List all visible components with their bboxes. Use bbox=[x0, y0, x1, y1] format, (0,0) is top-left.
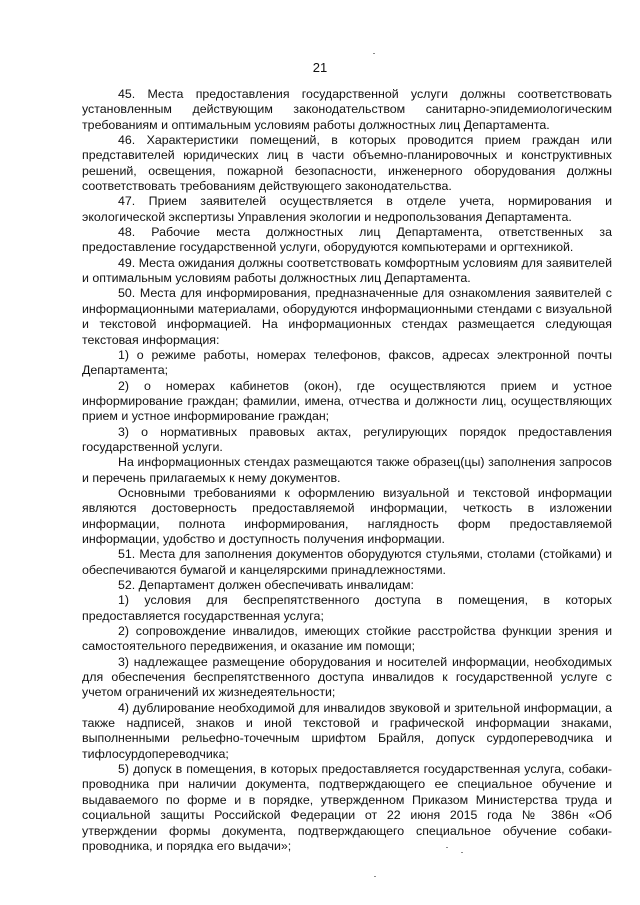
scan-speck bbox=[374, 876, 376, 877]
paragraph-50: 50. Места для информирования, предназначенные для ознакомления заявителей с информационными материалами, оборудуются информационными стендами с визуальной и текстовой информацией. На информационных стендах размещается следующая текстовая информация: bbox=[82, 286, 612, 347]
paragraph-52-item-3: 3) надлежащее размещение оборудования и носителей информации, необходимых для обеспечения беспрепятственного доступа инвалидов к государственной услуге с учетом ограничений их жизнедеятельности; bbox=[82, 654, 612, 700]
paragraph-50-item-3: 3) о нормативных правовых актах, регулирующих порядок предоставления государственной услуги. bbox=[82, 424, 612, 454]
scan-speck bbox=[373, 53, 375, 54]
paragraph-51: 51. Места для заполнения документов оборудуются стульями, столами (стойками) и обеспечиваются бумагой и канцелярскими принадлежностями. bbox=[82, 547, 612, 577]
paragraph-52-item-2: 2) сопровождение инвалидов, имеющих стойкие расстройства функции зрения и самостоятельного передвижения, и оказание им помощи; bbox=[82, 624, 612, 654]
paragraph-50-item-2: 2) о номерах кабинетов (окон), где осуществляются прием и устное информирование граждан; фамилии, имена, отчества и должности лиц, осуществляющих прием и устное информирование граждан; bbox=[82, 378, 612, 424]
paragraph-52: 52. Департамент должен обеспечивать инвалидам: bbox=[118, 578, 414, 592]
paragraph-46: 46. Характеристики помещений, в которых проводится прием граждан или представителей юридических лиц в части объемно-планировочных и конструктивных решений, освещения, пожарной безопасности, инженерного оборудования должны соответствовать требованиям действующего законодательства. bbox=[82, 133, 612, 194]
paragraph-stands-samples: На информационных стендах размещаются также образец(цы) заполнения запросов и перечень прилагаемых к нему документов. bbox=[82, 455, 612, 485]
paragraph-50-item-1: 1) о режиме работы, номерах телефонов, факсов, адресах электронной почты Департамента; bbox=[82, 347, 612, 378]
scan-speck bbox=[446, 847, 448, 848]
paragraph-52-item-5: 5) допуск в помещения, в которых предоставляется государственная услуга, собаки-проводника при наличии документа, подтверждающего ее специальное обучение и выдаваемого по форме и в порядке, утвержденном Приказом Министерства труда и социальной защиты Российской Федерации от 22 июня 2015 года № 386н «Об утверждении формы документа, подтверждающего специальное обучение собаки-проводника, и порядка его выдачи»; bbox=[82, 762, 612, 853]
paragraph-52-item-4: 4) дублирование необходимой для инвалидов звуковой и зрительной информации, а также надписей, знаков и иной текстовой и графической информации знаками, выполненными рельефно-точечным шрифтом Брайля, допуск сурдопереводчика и тифлосурдопереводчика; bbox=[82, 700, 612, 761]
paragraph-52-item-1: 1) условия для беспрепятственного доступа в помещения, в которых предоставляется государственная услуга; bbox=[82, 593, 612, 623]
paragraph-45: 45. Места предоставления государственной услуги должны соответствовать установленным действующим законодательством санитарно-эпидемиологическим требованиям и оптимальным условиям работы должностных лиц Департамента. bbox=[82, 87, 612, 132]
scan-speck bbox=[461, 852, 463, 853]
paragraph-48: 48. Рабочие места должностных лиц Департамента, ответственных за предоставление государственной услуги, оборудуются компьютерами и оргтехникой. bbox=[82, 225, 612, 255]
paragraph-49: 49. Места ожидания должны соответствовать комфортным условиям для заявителей и оптимальным условиям работы должностных лиц Департамента. bbox=[82, 255, 612, 286]
page-number: 21 bbox=[312, 60, 328, 75]
paragraph-47: 47. Прием заявителей осуществляется в отделе учета, нормирования и экологической экспертизы Управления экологии и недропользования Департамента. bbox=[82, 194, 612, 224]
paragraph-visual-requirements: Основными требованиями к оформлению визуальной и текстовой информации являются достоверность предоставляемой информации, четкость в изложении информации, полнота информирования, наглядность форм предоставляемой информации, удобство и доступность получения информации. bbox=[82, 485, 612, 546]
document-body bbox=[82, 87, 612, 854]
